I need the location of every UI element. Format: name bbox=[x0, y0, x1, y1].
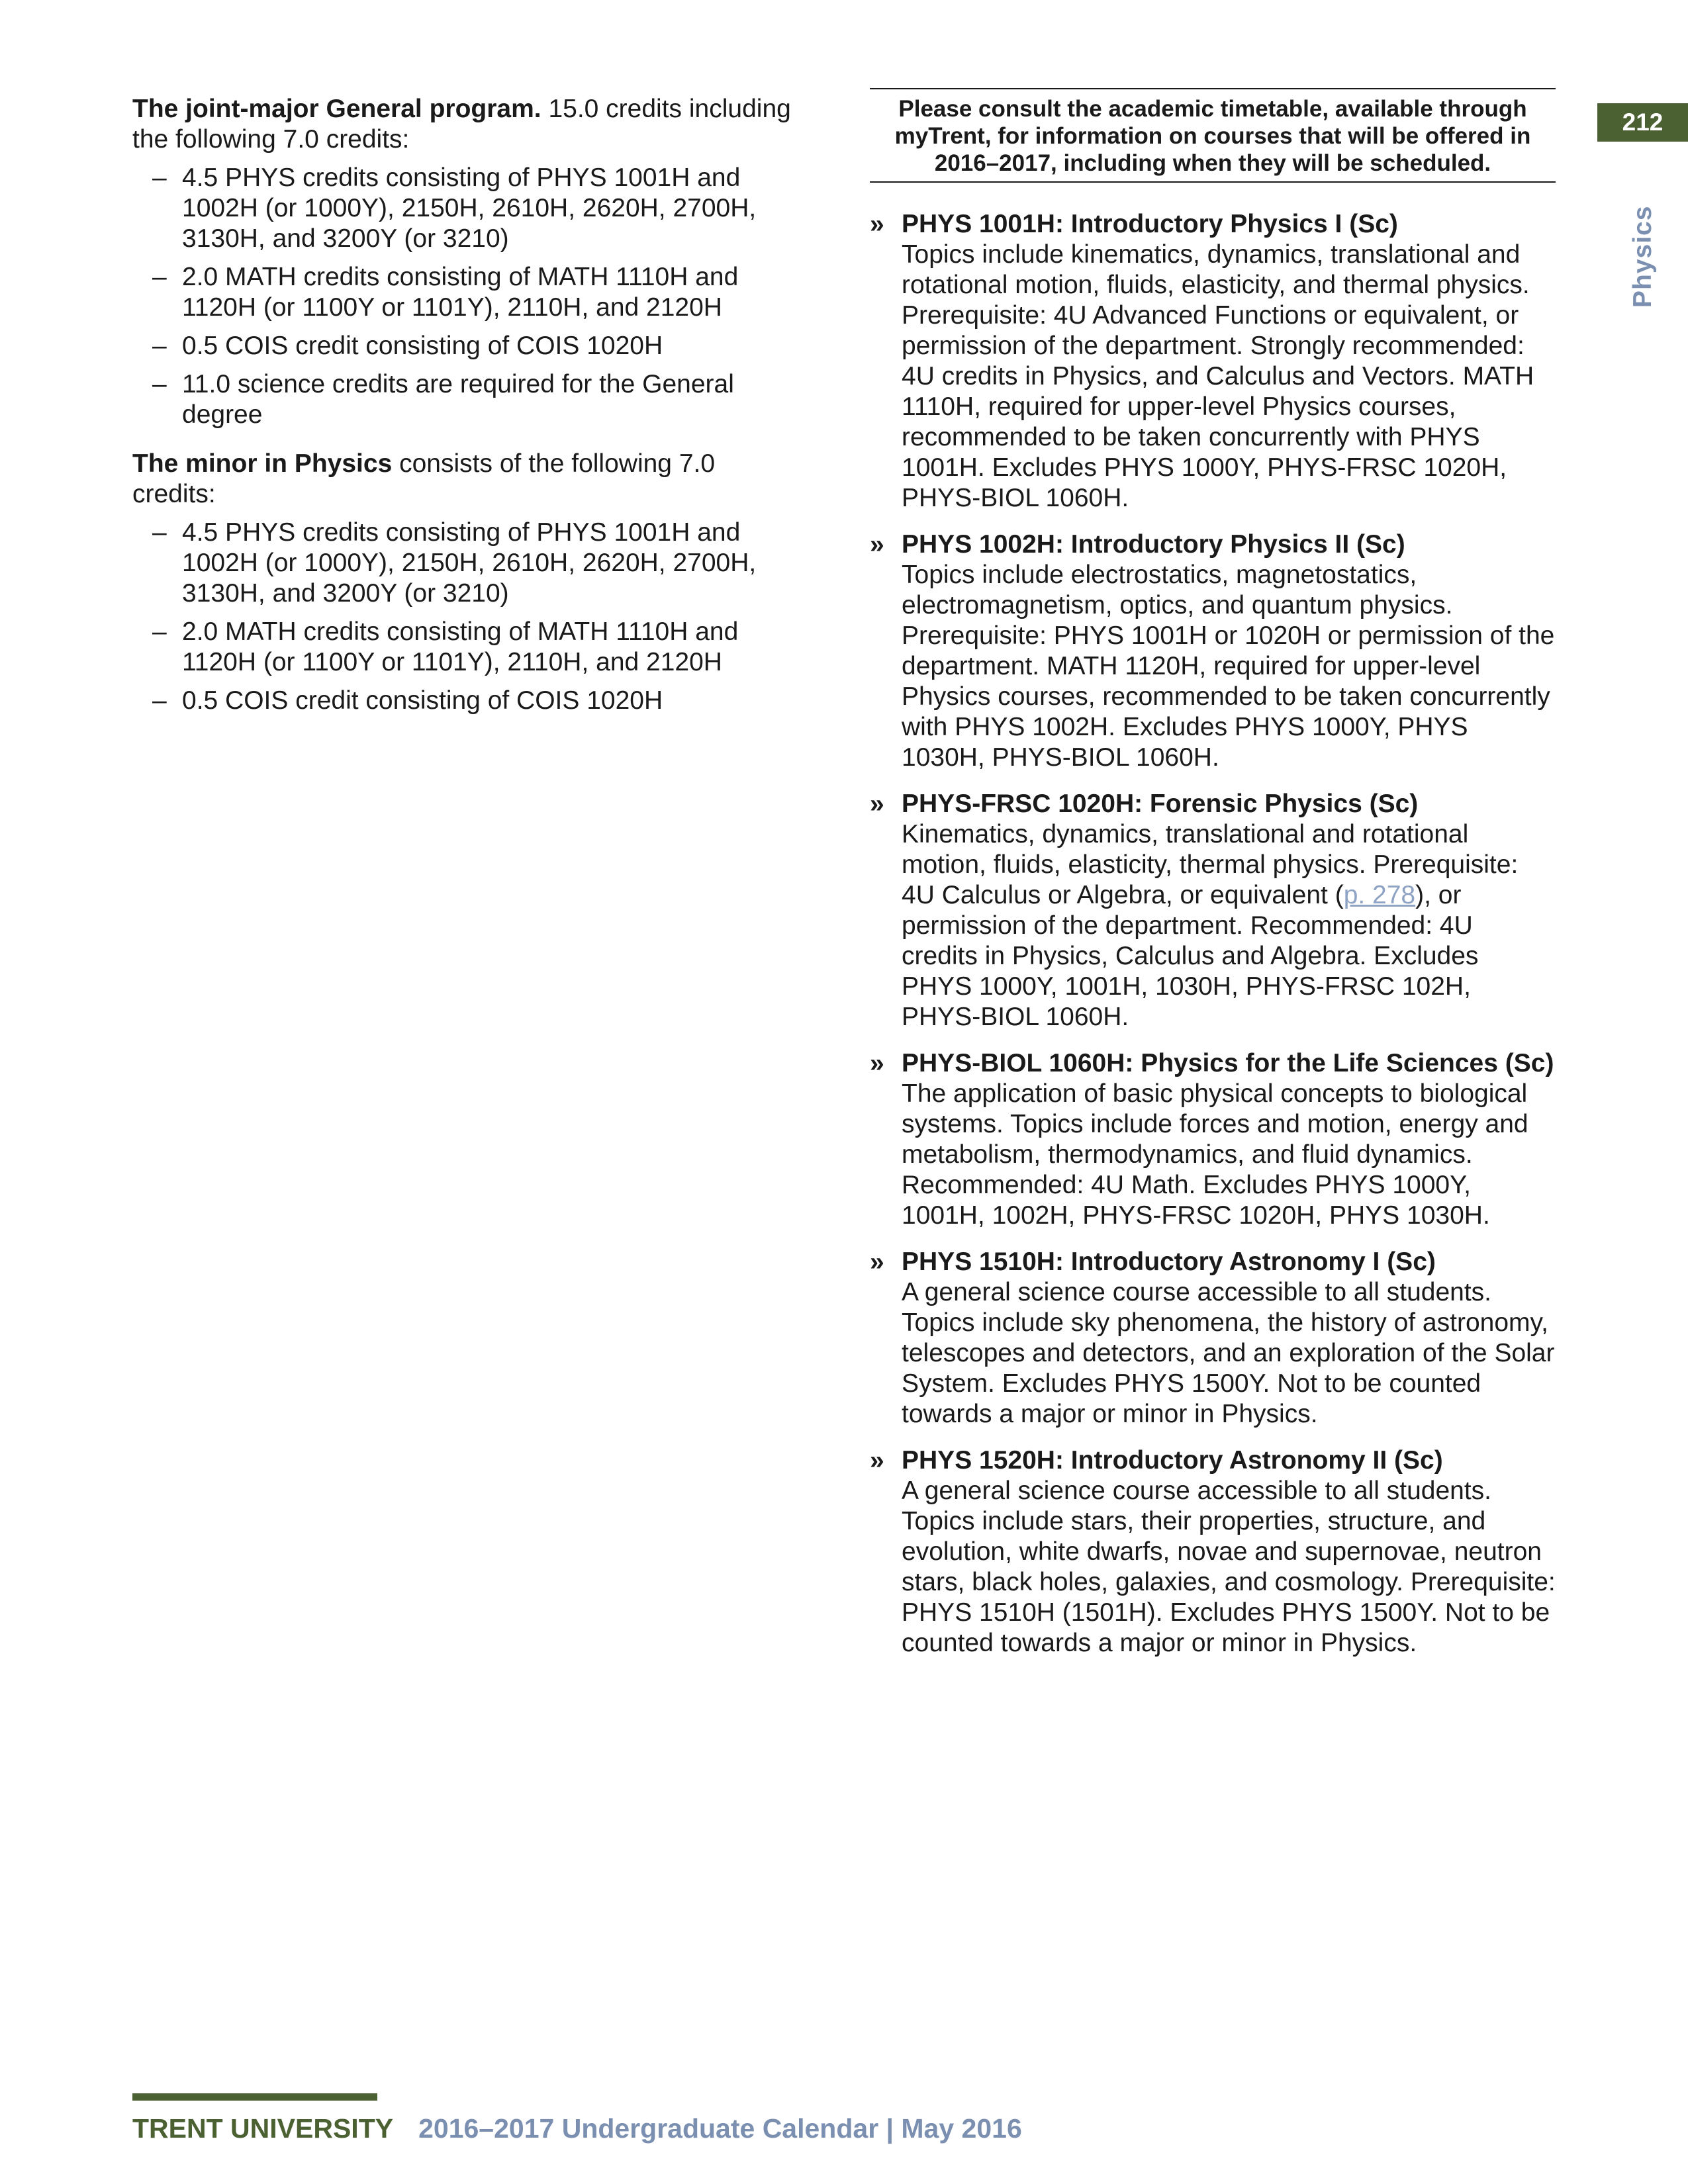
course-title: PHYS-FRSC 1020H: Forensic Physics (Sc) bbox=[902, 790, 1419, 818]
course-entry bbox=[870, 1247, 1556, 1430]
course-description: Topics include kinematics, dynamics, translational and rotational motion, fluids, elasticity, and thermal physics. Prerequisite: 4U Advanced Functions or equivalent, or permission of the department. Strongly recommended: 4U credits in Physics, and Calculus and Vectors. MATH 1110H, required for upper-level Physics courses, recommended to be taken concurrently with PHYS 1001H. Excludes PHYS 1000Y, PHYS-FRSC 1020H, PHYS-BIOL 1060H. bbox=[902, 240, 1534, 512]
left-column bbox=[132, 94, 801, 735]
joint-major-heading: The joint-major General program. bbox=[132, 95, 541, 123]
dash-bullet: – bbox=[152, 332, 167, 360]
course-title: PHYS 1002H: Introductory Physics II (Sc) bbox=[902, 530, 1405, 559]
list-item bbox=[132, 686, 801, 716]
minor-heading: The minor in Physics bbox=[132, 449, 393, 478]
bullet-chevron-icon: » bbox=[870, 790, 884, 818]
list-item bbox=[132, 163, 801, 254]
bullet-chevron-icon: » bbox=[870, 1446, 884, 1475]
list-item bbox=[132, 369, 801, 430]
minor-intro bbox=[132, 449, 801, 510]
course-description: The application of basic physical concepts to biological systems. Topics include forces and motion, energy and metabolism, thermodynamics, and fluid dynamics. Recommended: 4U Math. Excludes PHYS 1000Y, 1001H, 1002H, PHYS-FRSC 1020H, PHYS 1030H. bbox=[902, 1079, 1528, 1230]
bullet-chevron-icon: » bbox=[870, 1248, 884, 1276]
bullet-chevron-icon: » bbox=[870, 210, 884, 238]
course-title: PHYS-BIOL 1060H: Physics for the Life Sciences (Sc) bbox=[902, 1049, 1554, 1077]
footer bbox=[132, 2113, 1022, 2144]
course-description: A general science course accessible to all students. Topics include stars, their properties, structure, and evolution, white dwarfs, novae and supernovae, neutron stars, black holes, galaxies, and cosmology. Prerequisite: PHYS 1510H (1501H). Excludes PHYS 1500Y. Not to be counted towards a major or minor in Physics. bbox=[902, 1477, 1556, 1657]
course-list bbox=[870, 209, 1556, 1659]
course-entry bbox=[870, 529, 1556, 773]
page-number-badge: 212 bbox=[1597, 103, 1688, 142]
joint-major-intro bbox=[132, 94, 801, 155]
course-description bbox=[902, 819, 1556, 1032]
course-entry bbox=[870, 789, 1556, 1032]
list-item bbox=[132, 331, 801, 361]
list-item bbox=[132, 262, 801, 323]
footer-calendar: 2016–2017 Undergraduate Calendar | May 2016 bbox=[418, 2113, 1022, 2144]
timetable-notice: Please consult the academic timetable, available through myTrent, for information on courses that will be offered in 2016–2017, including when they will be scheduled. bbox=[870, 88, 1556, 183]
dash-bullet: – bbox=[152, 518, 167, 547]
footer-rule bbox=[132, 2093, 377, 2101]
course-entry bbox=[870, 1048, 1556, 1231]
course-title: PHYS 1510H: Introductory Astronomy I (Sc) bbox=[902, 1248, 1436, 1276]
course-entry bbox=[870, 1445, 1556, 1659]
joint-major-program bbox=[132, 94, 801, 430]
right-column bbox=[870, 88, 1556, 1674]
list-item-text: 11.0 science credits are required for the General degree bbox=[182, 370, 734, 429]
course-description-part: ), or permission of the department. Recommended: 4U credits in Physics, Calculus and Algebra. Excludes PHYS 1000Y, 1001H, 1030H, PHYS-FRSC 102H, PHYS-BIOL 1060H. bbox=[902, 881, 1479, 1031]
section-tab-label: Physics bbox=[1628, 205, 1657, 308]
list-item-text: 4.5 PHYS credits consisting of PHYS 1001H and 1002H (or 1000Y), 2150H, 2610H, 2620H, 2700H, 3130H, and 3200Y (or 3210) bbox=[182, 163, 757, 253]
joint-major-text: 15.0 credits including the following 7.0 credits: bbox=[132, 95, 791, 154]
course-title: PHYS 1001H: Introductory Physics I (Sc) bbox=[902, 210, 1398, 238]
list-item-text: 4.5 PHYS credits consisting of PHYS 1001H and 1002H (or 1000Y), 2150H, 2610H, 2620H, 2700H, 3130H, and 3200Y (or 3210) bbox=[182, 518, 757, 608]
page-reference-link[interactable]: p. 278 bbox=[1343, 881, 1416, 909]
course-entry bbox=[870, 209, 1556, 514]
course-description-part: Kinematics, dynamics, translational and rotational motion, fluids, elasticity, thermal physics. Prerequisite: 4U Calculus or Algebra, or equivalent ( bbox=[902, 820, 1519, 909]
minor-program bbox=[132, 449, 801, 716]
list-item bbox=[132, 617, 801, 678]
list-item bbox=[132, 518, 801, 609]
list-item-text: 2.0 MATH credits consisting of MATH 1110H and 1120H (or 1100Y or 1101Y), 2110H, and 2120H bbox=[182, 263, 739, 322]
list-item-text: 0.5 COIS credit consisting of COIS 1020H bbox=[182, 686, 663, 715]
joint-major-requirements-list bbox=[132, 163, 801, 430]
course-description: Topics include electrostatics, magnetostatics, electromagnetism, optics, and quantum physics. Prerequisite: PHYS 1001H or 1020H or permission of the department. MATH 1120H, required for upper-level Physics courses, recommended to be taken concurrently with PHYS 1002H. Excludes PHYS 1000Y, PHYS 1030H, PHYS-BIOL 1060H. bbox=[902, 561, 1555, 772]
dash-bullet: – bbox=[152, 370, 167, 398]
minor-requirements-list bbox=[132, 518, 801, 716]
dash-bullet: – bbox=[152, 686, 167, 715]
dash-bullet: – bbox=[152, 617, 167, 646]
dash-bullet: – bbox=[152, 163, 167, 192]
course-title: PHYS 1520H: Introductory Astronomy II (Sc) bbox=[902, 1446, 1443, 1475]
minor-text: consists of the following 7.0 credits: bbox=[132, 449, 716, 508]
list-item-text: 0.5 COIS credit consisting of COIS 1020H bbox=[182, 332, 663, 360]
course-description: A general science course accessible to all students. Topics include sky phenomena, the history of astronomy, telescopes and detectors, and an exploration of the Solar System. Excludes PHYS 1500Y. Not to be counted towards a major or minor in Physics. bbox=[902, 1278, 1555, 1428]
list-item-text: 2.0 MATH credits consisting of MATH 1110H and 1120H (or 1100Y or 1101Y), 2110H, and 2120H bbox=[182, 617, 739, 676]
bullet-chevron-icon: » bbox=[870, 1049, 884, 1077]
footer-university: TRENT UNIVERSITY bbox=[132, 2113, 394, 2144]
dash-bullet: – bbox=[152, 263, 167, 291]
bullet-chevron-icon: » bbox=[870, 530, 884, 559]
